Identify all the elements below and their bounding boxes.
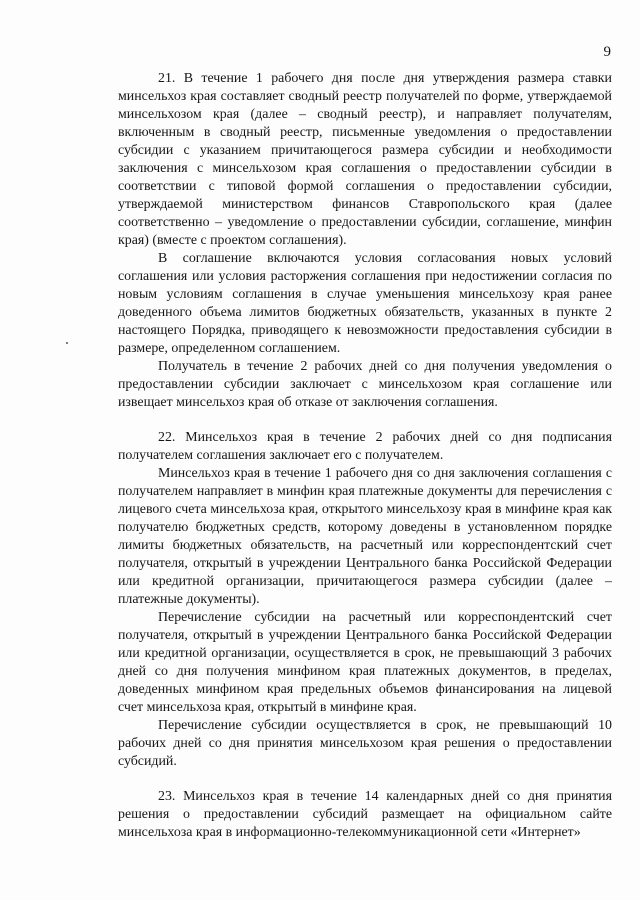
paragraph-transfer-terms: Перечисление субсидии на расчетный или корреспондентский счет получателя, открытый в учреждении Центрального банка Российской Федерации или кредитной организации, осуществляется в срок, не превышающий 3 рабочих дней со дня получения минфином края платежных документов, в пределах, доведенных минфином края предельных объемов финансирования на лицевой счет минсельхоза края, открытый в минфине края. (118, 610, 612, 715)
scan-speck (66, 342, 68, 344)
paragraph-21: 21. В течение 1 рабочего дня после дня утверждения размера ставки минсельхоз края составляет сводный реестр получателей по форме, утверждаемой минсельхозом края (далее – сводный реестр), и направляет получателям, включенным в сводный реестр, письменные уведомления о предоставлении субсидии с указанием причитающегося размера субсидии и необходимости заключения с минсельхозом края соглашения о предоставлении субсидии в соответствии с типовой формой соглашения о предоставлении субсидии, утверждаемой министерством финансов Ставропольского края (далее соответственно – уведомление о предоставлении субсидии, соглашение, минфин края) (вместе с проектом соглашения). (118, 71, 612, 248)
paragraph-recipient-response: Получатель в течение 2 рабочих дней со дня получения уведомления о предоставлении субсидии заключает с минсельхозом края соглашение или извещает минсельхоз края об отказе от заключения соглашения. (118, 359, 612, 410)
page-number: 9 (603, 44, 611, 60)
paragraph-23: 23. Минсельхоз края в течение 14 календарных дней со дня принятия решения о предоставлении субсидий размещает на официальном сайте минсельхоза края в информационно-телекоммуникационной сети «Интернет» (118, 789, 612, 840)
paragraph-payment-documents: Минсельхоз края в течение 1 рабочего дня со дня заключения соглашения с получателем направляет в минфин края платежные документы для перечисления с лицевого счета минсельхоза края, открытого минсельхозу края в минфине края как получателю бюджетных средств, которому доведены в установленном порядке лимиты бюджетных обязательств, на расчетный или корреспондентский счет получателя, открытый в учреждении Центрального банка Российской Федерации или кредитной организации, причитающегося размера субсидии (далее – платежные документы). (118, 466, 612, 607)
paragraph-agreement-conditions: В соглашение включаются условия согласования новых условий соглашения или условия расторжения соглашения при недостижении согласия по новым условиям соглашения в случае уменьшения минсельхозу края ранее доведенного объема лимитов бюджетных обязательств, указанных в пункте 2 настоящего Порядка, приводящего к невозможности предоставления субсидии в размере, определенном соглашением. (118, 251, 612, 356)
document-body (118, 70, 612, 842)
paragraph-transfer-deadline: Перечисление субсидии осуществляется в срок, не превышающий 10 рабочих дней со дня принятия минсельхозом края решения о предоставлении субсидий. (118, 718, 612, 769)
paragraph-22: 22. Минсельхоз края в течение 2 рабочих дней со дня подписания получателем соглашения заключает его с получателем. (118, 430, 612, 463)
